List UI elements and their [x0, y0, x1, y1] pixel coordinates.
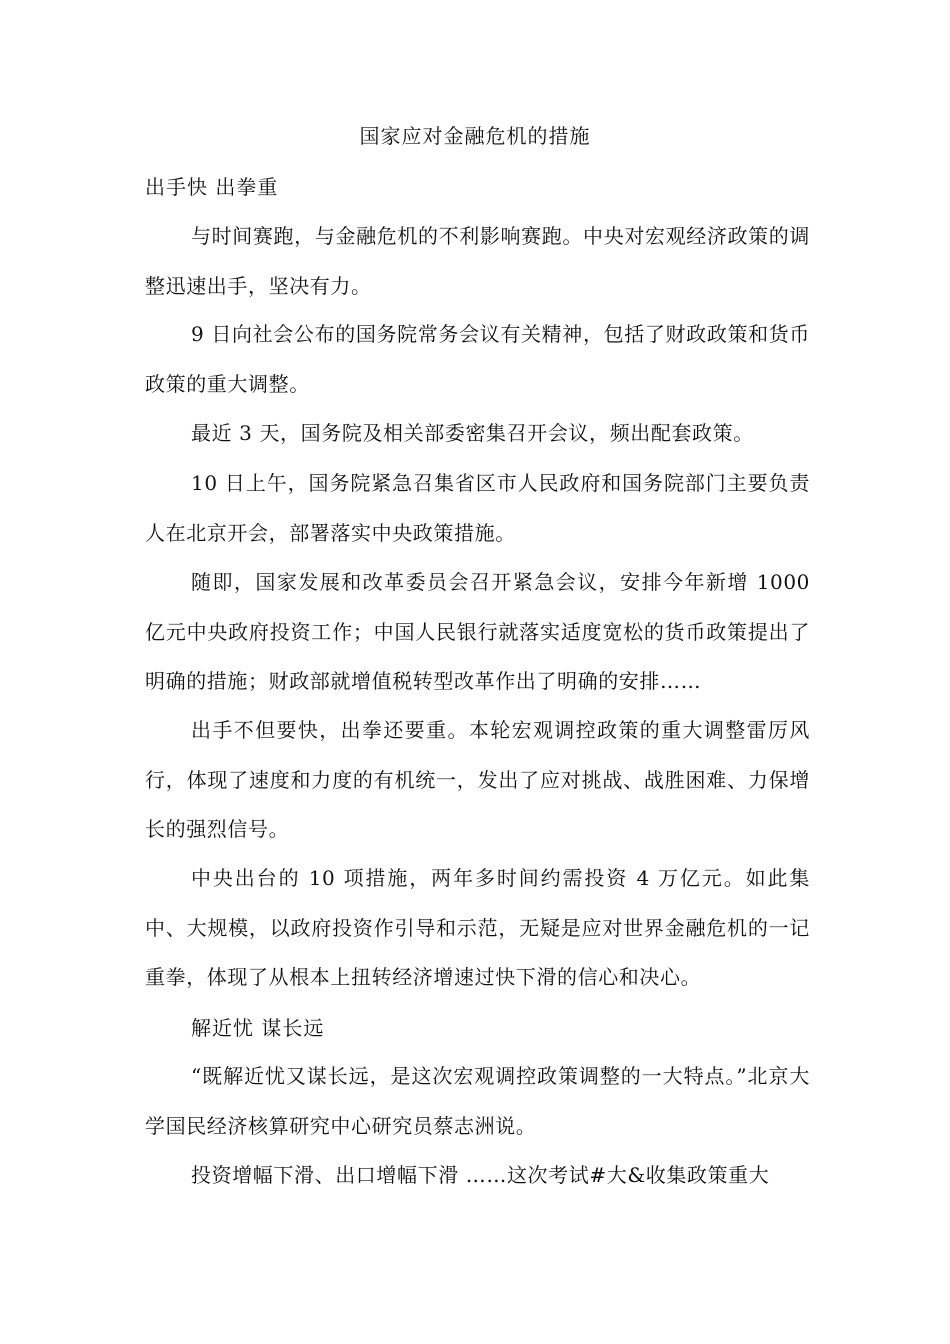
paragraph: 出手不但要快，出拳还要重。本轮宏观调控政策的重大调整雷厉风行，体现了速度和力度的有机统一，发出了应对挑战、战胜困难、力保增长的强烈信号。 [145, 718, 810, 841]
document-title: 国家应对金融危机的措施 [359, 124, 591, 148]
paragraph: 10 日上午，国务院紧急召集省区市人民政府和国务院部门主要负责人在北京开会，部署落实中央政策措施。 [145, 471, 810, 545]
paragraph: 中央出台的 10 项措施，两年多时间约需投资 4 万亿元。如此集中、大规模，以政府投资作引导和示范，无疑是应对世界金融危机的一记重拳，体现了从根本上扭转经济增速过快下滑的信心和决心。 [145, 866, 810, 989]
paragraph: 最近 3 天，国务院及相关部委密集召开会议，频出配套政策。 [191, 421, 754, 445]
paragraph: 投资增幅下滑、出口增幅下滑 ……这次考试#大&收集政策重大 [191, 1163, 770, 1187]
paragraph: 9 日向社会公布的国务院常务会议有关精神，包括了财政政策和货币政策的重大调整。 [145, 322, 810, 396]
paragraph: “既解近忧又谋长远，是这次宏观调控政策调整的一大特点。”北京大学国民经济核算研究中心研究员蔡志洲说。 [145, 1064, 810, 1138]
paragraph: 随即，国家发展和改革委员会召开紧急会议，安排今年新增 1000 亿元中央政府投资工作；中国人民银行就落实适度宽松的货币政策提出了明确的措施；财政部就增值税转型改革作出了明确的安排…… [145, 570, 810, 693]
section-heading: 出手快 出拳重 [145, 175, 279, 199]
paragraph: 与时间赛跑，与金融危机的不利影响赛跑。中央对宏观经济政策的调整迅速出手，坚决有力。 [145, 224, 810, 298]
section-heading: 解近忧 谋长远 [191, 1016, 325, 1040]
